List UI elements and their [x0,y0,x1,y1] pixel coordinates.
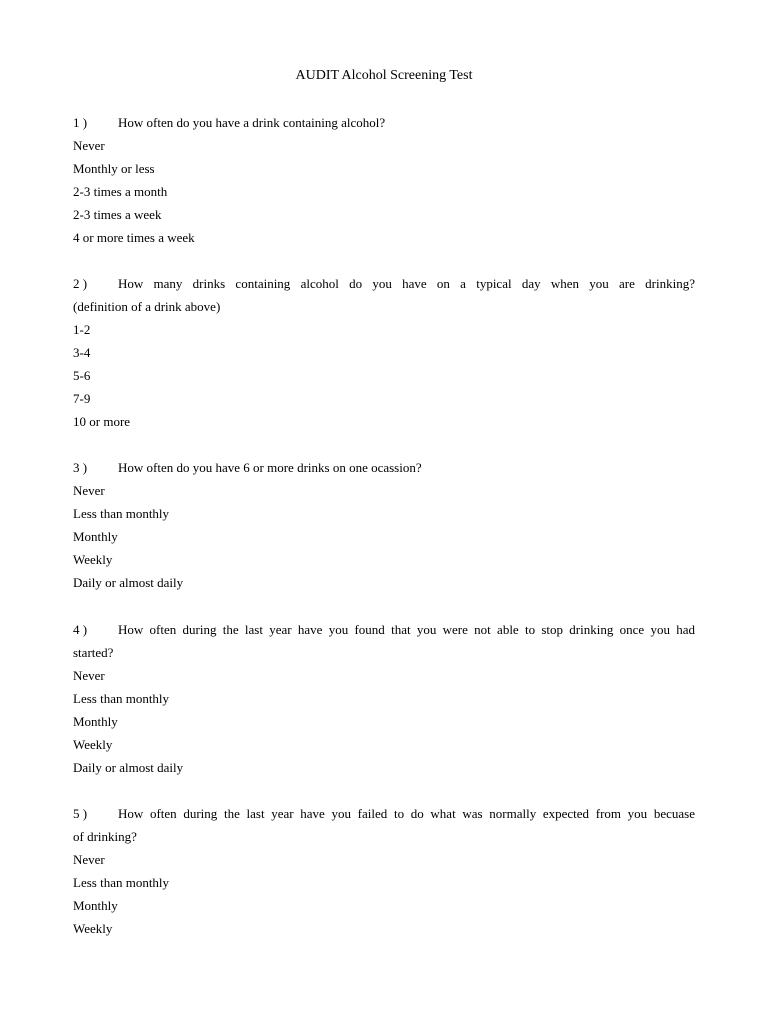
question-4-option: Weekly [73,737,113,752]
question-3-number: 3 ) [73,460,88,475]
question-1-option: Never [73,138,105,153]
question-5-option: Less than monthly [73,875,170,890]
question-1-option: 2-3 times a week [73,207,162,222]
question-3-option: Less than monthly [73,506,170,521]
question-1-option: 4 or more times a week [73,230,195,245]
question-2-number: 2 ) [73,276,88,291]
question-5-continuation: of drinking? [73,829,137,844]
question-3-option: Never [73,483,105,498]
question-3-option: Weekly [73,552,113,567]
question-5-option: Weekly [73,921,113,936]
question-2-option: 3-4 [73,345,91,360]
question-4-number: 4 ) [73,622,88,637]
question-3-text: How often do you have 6 or more drinks on one ocassion? [118,460,422,475]
question-4-option: Never [73,668,105,683]
question-3-option: Daily or almost daily [73,575,184,590]
question-1-text: How often do you have a drink containing alcohol? [118,115,386,130]
question-5-text: How often during the last year have you failed to do what was normally expected from you becuase [118,806,695,821]
question-4-continuation: started? [73,645,114,660]
question-4-option: Monthly [73,714,118,729]
question-1-option: Monthly or less [73,161,155,176]
question-2-option: 1-2 [73,322,91,337]
question-2-text: How many drinks containing alcohol do you have on a typical day when you are drinking? [118,276,695,291]
question-2-option: 7-9 [73,391,91,406]
question-4-text: How often during the last year have you found that you were not able to stop drinking once you had [118,622,695,637]
question-4-option: Less than monthly [73,691,170,706]
question-2-continuation: (definition of a drink above) [73,299,221,314]
document-title: AUDIT Alcohol Screening Test [295,68,473,83]
question-3-option: Monthly [73,529,118,544]
question-1-option: 2-3 times a month [73,184,168,199]
question-2-option: 5-6 [73,368,91,383]
question-1-number: 1 ) [73,115,88,130]
question-5-number: 5 ) [73,806,88,821]
question-5-option: Monthly [73,898,118,913]
question-2-option: 10 or more [73,414,131,429]
question-4-option: Daily or almost daily [73,760,184,775]
question-5-option: Never [73,852,105,867]
